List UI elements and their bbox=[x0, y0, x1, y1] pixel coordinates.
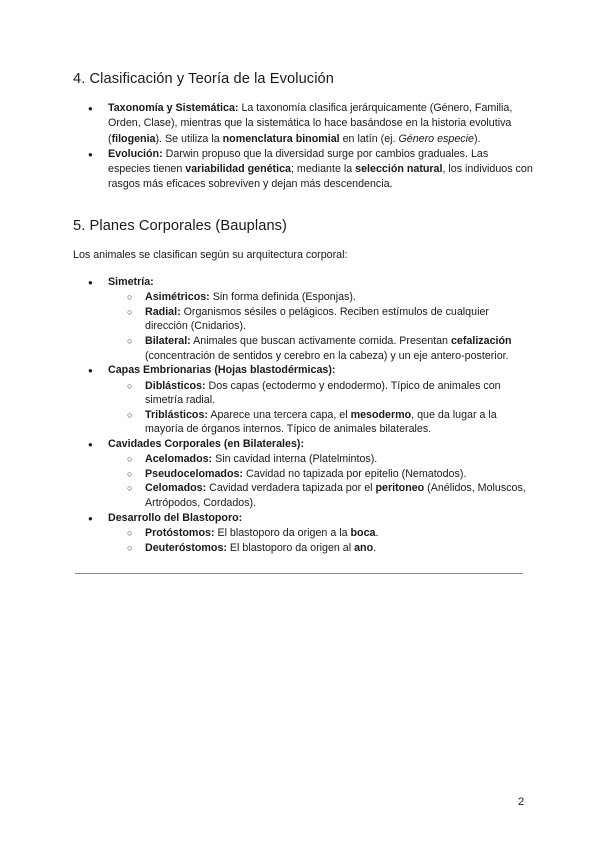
list-item-evolucion: ● Evolución: Darwin propuso que la diversidad surge por cambios graduales. Las especies tienen variabilidad genética; mediante la selección natural, los individuos con rasgos más eficaces sobreviven y dejan más descendencia. bbox=[73, 147, 533, 193]
sublist-item-triblasticos: ○ Triblásticos: Aparece una tercera capa, el mesodermo, que da lugar a la mayoría de órganos internos. Típico de animales bilaterales. bbox=[73, 408, 533, 437]
simetria-sublist bbox=[108, 290, 533, 363]
sublist-item-bilateral: ○ Bilateral: Animales que buscan activamente comida. Presentan cefalización (concentración de sentidos y cerebro en la cabeza) y un eje antero-posterior. bbox=[73, 334, 533, 363]
horizontal-divider bbox=[75, 573, 523, 574]
list-item-cavidades: ● Cavidades Corporales (en Bilaterales): ○ Acelomados: Sin cavidad interna (Platelmintos). ○ Pseudocelomados: Cavidad no tapizada por epitelio (Nematodos). ○ Celomados: Cavidad verdadera tapizada por el peritoneo (Anélidos, Moluscos, Artrópodos, Cordados). bbox=[73, 437, 533, 511]
section-5-heading: 5. Planes Corporales (Bauplans) bbox=[73, 218, 288, 234]
page-number: 2 bbox=[518, 796, 525, 808]
list-item-blastoporo: ● Desarrollo del Blastoporo: ○ Protóstomos: El blastoporo da origen a la boca. ○ Deuteróstomos: El blastoporo da origen al ano. bbox=[73, 511, 533, 555]
section-5-intro: Los animales se clasifican según su arquitectura corporal: bbox=[73, 249, 348, 261]
list-item-taxonomia: ● Taxonomía y Sistemática: La taxonomía clasifica jerárquicamente (Género, Familia, Orden, Clase), mientras que la sistemática lo hace basándose en la historia evolutiva (filogenia). Se utiliza la nomenclatura binomial en latín (ej. Género especie). bbox=[73, 101, 533, 147]
cavidades-sublist bbox=[108, 452, 533, 510]
sublist-item-deuterostomos: ○ Deuteróstomos: El blastoporo da origen al ano. bbox=[73, 541, 533, 556]
section-4-list bbox=[73, 101, 533, 193]
sublist-item-protostomos: ○ Protóstomos: El blastoporo da origen a la boca. bbox=[73, 526, 533, 541]
list-item-simetria: ● Simetría: ○ Asimétricos: Sin forma definida (Esponjas). ○ Radial: Organismos sésiles o pelágicos. Reciben estímulos de cualquier dirección (Cnidarios). ○ Bilateral: Animales que buscan activamente comida. Presentan cefalización (concentración de sentidos y cerebro en la cabeza) y un eje antero-posterior. bbox=[73, 275, 533, 363]
section-4-heading: 4. Clasificación y Teoría de la Evolución bbox=[73, 71, 334, 87]
capas-sublist bbox=[108, 379, 533, 437]
list-item-capas: ● Capas Embrionarias (Hojas blastodérmicas): ○ Diblásticos: Dos capas (ectodermo y endodermo). Típico de animales con simetría radial. ○ Triblásticos: Aparece una tercera capa, el mesodermo, que da lugar a la mayoría de órganos internos. Típico de animales bilaterales. bbox=[73, 363, 533, 437]
blastoporo-sublist bbox=[108, 526, 533, 555]
section-5-list bbox=[73, 275, 533, 555]
sublist-item-diblasticos: ○ Diblásticos: Dos capas (ectodermo y endodermo). Típico de animales con simetría radial. bbox=[73, 379, 533, 408]
sublist-item-pseudocelomados: ○ Pseudocelomados: Cavidad no tapizada por epitelio (Nematodos). bbox=[73, 467, 533, 482]
sublist-item-celomados: ○ Celomados: Cavidad verdadera tapizada por el peritoneo (Anélidos, Moluscos, Artrópodos, Cordados). bbox=[73, 481, 533, 510]
sublist-item-radial: ○ Radial: Organismos sésiles o pelágicos. Reciben estímulos de cualquier dirección (Cnidarios). bbox=[73, 305, 533, 334]
sublist-item-acelomados: ○ Acelomados: Sin cavidad interna (Platelmintos). bbox=[73, 452, 533, 467]
sublist-item-asimetricos: ○ Asimétricos: Sin forma definida (Esponjas). bbox=[73, 290, 533, 305]
